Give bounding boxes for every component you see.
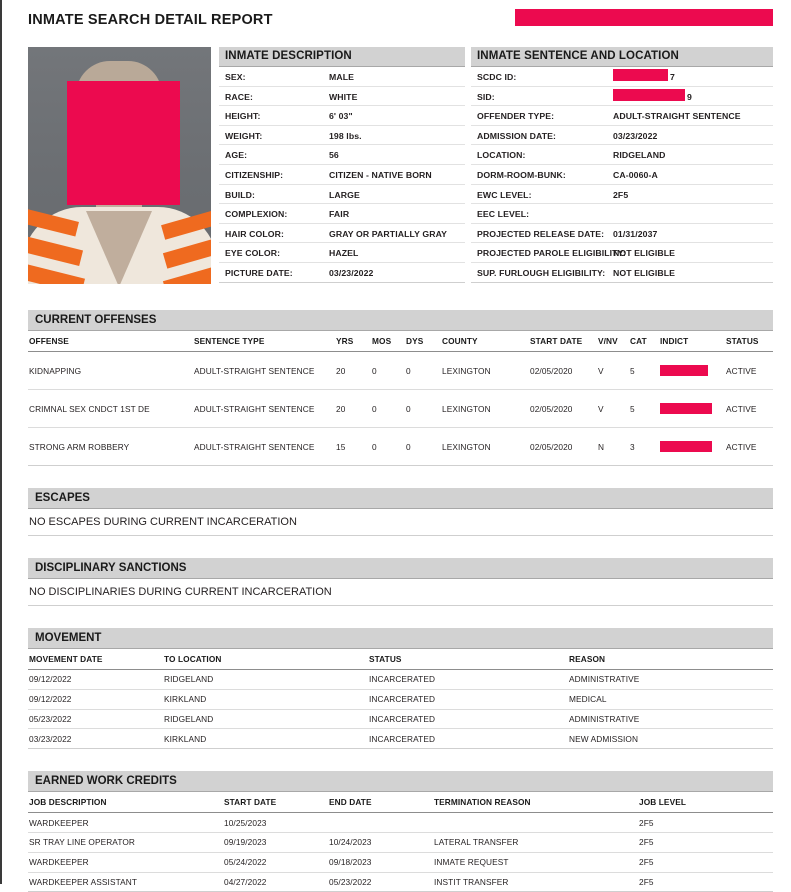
table-row xyxy=(28,390,773,428)
cell-termination-reason xyxy=(434,813,639,833)
movement-table xyxy=(28,649,773,749)
value: 198 lbs. xyxy=(329,130,362,141)
cell-movement-date: 09/12/2022 xyxy=(28,670,164,690)
cell-start-date: 05/24/2022 xyxy=(224,852,329,872)
sentence-row-sid xyxy=(471,87,773,107)
cell-county: LEXINGTON xyxy=(442,390,530,428)
table-row xyxy=(28,813,773,833)
col-job-description: JOB DESCRIPTION xyxy=(28,792,224,813)
cell-termination-reason: LATERAL TRANSFER xyxy=(434,832,639,852)
cell-status: INCARCERATED xyxy=(369,689,569,709)
sentence-row-sup-furlough-eligibility xyxy=(471,263,773,283)
cell-to-location: KIRKLAND xyxy=(164,729,369,749)
spacer xyxy=(28,749,773,771)
cell-mos: 0 xyxy=(372,352,406,390)
col-sentence-type: SENTENCE TYPE xyxy=(194,331,336,352)
value: GRAY OR PARTIALLY GRAY xyxy=(329,228,448,239)
cell-start-date: 02/05/2020 xyxy=(530,428,598,466)
value: 56 xyxy=(329,150,339,161)
label: LOCATION: xyxy=(477,150,526,161)
label: BUILD: xyxy=(225,189,256,200)
label: EWC LEVEL: xyxy=(477,189,532,200)
cell-county: LEXINGTON xyxy=(442,428,530,466)
cell-status: INCARCERATED xyxy=(369,729,569,749)
label: WEIGHT: xyxy=(225,130,263,141)
sentence-row-eec-level xyxy=(471,204,773,224)
cell-v-nv: V xyxy=(598,390,630,428)
col-mos: MOS xyxy=(372,331,406,352)
cell-v-nv: V xyxy=(598,352,630,390)
redaction-bar-inmate-name xyxy=(515,9,773,26)
table-row xyxy=(28,852,773,872)
cell-yrs: 20 xyxy=(336,352,372,390)
cell-termination-reason: INSTIT TRANSFER xyxy=(434,872,639,892)
cell-yrs: 20 xyxy=(336,390,372,428)
cell-status: INCARCERATED xyxy=(369,709,569,729)
cell-cat: 3 xyxy=(630,428,660,466)
inmate-name-block xyxy=(515,9,773,29)
cell-job-level: 2F5 xyxy=(639,872,773,892)
earned-work-credits-heading: EARNED WORK CREDITS xyxy=(28,771,773,792)
sentence-row-projected-release-date xyxy=(471,224,773,244)
cell-job-description: WARDKEEPER ASSISTANT xyxy=(28,872,224,892)
redaction-bar-indict xyxy=(660,403,712,414)
sentence-row-dorm-room-bunk xyxy=(471,165,773,185)
col-county: COUNTY xyxy=(442,331,530,352)
escapes-section xyxy=(28,488,773,536)
cell-job-description: SR TRAY LINE OPERATOR xyxy=(28,832,224,852)
label: SUP. FURLOUGH ELIGIBILITY: xyxy=(477,267,606,278)
cell-sentence-type: ADULT-STRAIGHT SENTENCE xyxy=(194,390,336,428)
cell-status: INCARCERATED xyxy=(369,670,569,690)
redaction-box-face xyxy=(67,81,180,205)
report-header xyxy=(28,0,773,40)
cell-cat: 5 xyxy=(630,390,660,428)
cell-to-location: RIDGELAND xyxy=(164,709,369,729)
table-header-row xyxy=(28,649,773,670)
value: RIDGELAND xyxy=(613,150,666,161)
escapes-message: NO ESCAPES DURING CURRENT INCARCERATION xyxy=(28,509,773,536)
cell-status: ACTIVE xyxy=(726,390,773,428)
value: HAZEL xyxy=(329,248,359,259)
label: SID: xyxy=(477,91,495,102)
disciplinary-sanctions-message: NO DISCIPLINARIES DURING CURRENT INCARCERATION xyxy=(28,579,773,606)
cell-yrs: 15 xyxy=(336,428,372,466)
table-row xyxy=(28,352,773,390)
col-to-location: TO LOCATION xyxy=(164,649,369,670)
cell-dys: 0 xyxy=(406,428,442,466)
sentence-row-ewc-level xyxy=(471,185,773,205)
col-offense: OFFENSE xyxy=(28,331,194,352)
cell-dys: 0 xyxy=(406,390,442,428)
cell-offense: KIDNAPPING xyxy=(28,352,194,390)
sentence-row-projected-parole-eligibility xyxy=(471,243,773,263)
inmate-photo xyxy=(28,47,211,284)
value: 2F5 xyxy=(613,189,629,200)
cell-job-description: WARDKEEPER xyxy=(28,852,224,872)
value: CITIZEN - NATIVE BORN xyxy=(329,169,432,180)
description-row-age xyxy=(219,145,465,165)
table-header-row xyxy=(28,331,773,352)
label: PICTURE DATE: xyxy=(225,267,293,278)
label: EEC LEVEL: xyxy=(477,209,530,220)
table-row xyxy=(28,689,773,709)
report-content xyxy=(28,0,773,892)
col-yrs: YRS xyxy=(336,331,372,352)
cell-job-description: WARDKEEPER xyxy=(28,813,224,833)
col-dys: DYS xyxy=(406,331,442,352)
cell-reason: ADMINISTRATIVE xyxy=(569,709,773,729)
label: PROJECTED RELEASE DATE: xyxy=(477,228,605,239)
disciplinary-sanctions-heading: DISCIPLINARY SANCTIONS xyxy=(28,558,773,579)
inmate-sentence-heading: INMATE SENTENCE AND LOCATION xyxy=(471,47,773,67)
cell-v-nv: N xyxy=(598,428,630,466)
cell-reason: NEW ADMISSION xyxy=(569,729,773,749)
label: HAIR COLOR: xyxy=(225,228,285,239)
current-offenses-section xyxy=(28,310,773,466)
value: LARGE xyxy=(329,189,360,200)
col-end-date: END DATE xyxy=(329,792,434,813)
value: 6' 03" xyxy=(329,111,353,122)
movement-heading: MOVEMENT xyxy=(28,628,773,649)
label: EYE COLOR: xyxy=(225,248,281,259)
label: OFFENDER TYPE: xyxy=(477,111,555,122)
disciplinary-sanctions-section xyxy=(28,558,773,606)
redaction-bar-indict xyxy=(660,365,708,376)
cell-start-date: 02/05/2020 xyxy=(530,352,598,390)
description-row-sex xyxy=(219,67,465,87)
sentence-row-location xyxy=(471,145,773,165)
cell-end-date: 10/24/2023 xyxy=(329,832,434,852)
inmate-description-panel xyxy=(219,47,465,283)
label: AGE: xyxy=(225,150,248,161)
inmate-description-heading: INMATE DESCRIPTION xyxy=(219,47,465,67)
cell-dys: 0 xyxy=(406,352,442,390)
value: 01/31/2037 xyxy=(613,228,658,239)
table-header-row xyxy=(28,792,773,813)
cell-reason: MEDICAL xyxy=(569,689,773,709)
col-status: STATUS xyxy=(726,331,773,352)
description-row-complexion xyxy=(219,204,465,224)
page-title: INMATE SEARCH DETAIL REPORT xyxy=(28,12,273,28)
label: SCDC ID: xyxy=(477,72,517,82)
inmate-sentence-location-panel xyxy=(471,47,773,283)
value: 03/23/2022 xyxy=(329,267,374,278)
cell-job-level: 2F5 xyxy=(639,832,773,852)
cell-sentence-type: ADULT-STRAIGHT SENTENCE xyxy=(194,428,336,466)
table-row xyxy=(28,428,773,466)
value: NOT ELIGIBLE xyxy=(613,267,676,278)
label: SEX: xyxy=(225,72,246,82)
spacer xyxy=(28,284,773,310)
cell-job-level: 2F5 xyxy=(639,852,773,872)
cell-job-level: 2F5 xyxy=(639,813,773,833)
sentence-row-admission-date xyxy=(471,126,773,146)
col-start-date: START DATE xyxy=(224,792,329,813)
value: MALE xyxy=(329,72,355,82)
cell-movement-date: 03/23/2022 xyxy=(28,729,164,749)
description-row-citizenship xyxy=(219,165,465,185)
cell-start-date: 09/19/2023 xyxy=(224,832,329,852)
cell-to-location: RIDGELAND xyxy=(164,670,369,690)
cell-movement-date: 05/23/2022 xyxy=(28,709,164,729)
cell-start-date: 02/05/2020 xyxy=(530,390,598,428)
sentence-row-scdc-id xyxy=(471,67,773,87)
cell-end-date xyxy=(329,813,434,833)
table-row xyxy=(28,872,773,892)
current-offenses-table xyxy=(28,331,773,466)
table-row xyxy=(28,670,773,690)
cell-offense: CRIMNAL SEX CNDCT 1ST DE xyxy=(28,390,194,428)
cell-indict xyxy=(660,390,726,428)
cell-indict xyxy=(660,428,726,466)
value: FAIR xyxy=(329,209,350,220)
cell-start-date: 10/25/2023 xyxy=(224,813,329,833)
spacer xyxy=(28,466,773,488)
cell-mos: 0 xyxy=(372,390,406,428)
movement-section xyxy=(28,628,773,749)
cell-termination-reason: INMATE REQUEST xyxy=(434,852,639,872)
spacer xyxy=(28,536,773,558)
cell-sentence-type: ADULT-STRAIGHT SENTENCE xyxy=(194,352,336,390)
label: PROJECTED PAROLE ELIGIBILITY: xyxy=(477,248,626,259)
description-row-build xyxy=(219,185,465,205)
col-job-level: JOB LEVEL xyxy=(639,792,773,813)
col-start-date: START DATE xyxy=(530,331,598,352)
value: 9 xyxy=(687,91,692,102)
spacer xyxy=(28,606,773,628)
cell-end-date: 09/18/2023 xyxy=(329,852,434,872)
cell-to-location: KIRKLAND xyxy=(164,689,369,709)
col-termination-reason: TERMINATION REASON xyxy=(434,792,639,813)
value: WHITE xyxy=(329,91,358,102)
label: DORM-ROOM-BUNK: xyxy=(477,169,566,180)
label: HEIGHT: xyxy=(225,111,261,122)
table-row xyxy=(28,832,773,852)
table-row xyxy=(28,729,773,749)
top-panels xyxy=(28,47,773,284)
description-row-height xyxy=(219,106,465,126)
label: COMPLEXION: xyxy=(225,209,288,220)
label: RACE: xyxy=(225,91,254,102)
label: CITIZENSHIP: xyxy=(225,169,284,180)
cell-county: LEXINGTON xyxy=(442,352,530,390)
cell-start-date: 04/27/2022 xyxy=(224,872,329,892)
earned-work-credits-section xyxy=(28,771,773,892)
description-row-eye-color xyxy=(219,243,465,263)
escapes-heading: ESCAPES xyxy=(28,488,773,509)
col-movement-date: MOVEMENT DATE xyxy=(28,649,164,670)
cell-movement-date: 09/12/2022 xyxy=(28,689,164,709)
cell-indict xyxy=(660,352,726,390)
cell-offense: STRONG ARM ROBBERY xyxy=(28,428,194,466)
description-row-race xyxy=(219,87,465,107)
col-cat: CAT xyxy=(630,331,660,352)
value: CA-0060-A xyxy=(613,169,658,180)
value: 7 xyxy=(670,72,675,82)
cell-status: ACTIVE xyxy=(726,428,773,466)
current-offenses-heading: CURRENT OFFENSES xyxy=(28,310,773,331)
cell-reason: ADMINISTRATIVE xyxy=(569,670,773,690)
description-row-weight xyxy=(219,126,465,146)
cell-end-date: 05/23/2022 xyxy=(329,872,434,892)
cell-cat: 5 xyxy=(630,352,660,390)
col-reason: REASON xyxy=(569,649,773,670)
sentence-row-offender-type xyxy=(471,106,773,126)
label: ADMISSION DATE: xyxy=(477,130,557,141)
col-indict: INDICT xyxy=(660,331,726,352)
value: NOT ELIGIBLE xyxy=(613,248,676,259)
col-v-nv: V/NV xyxy=(598,331,630,352)
redaction-bar-scdc-id xyxy=(613,69,668,81)
description-row-hair-color xyxy=(219,224,465,244)
redaction-bar-indict xyxy=(660,441,712,452)
table-row xyxy=(28,709,773,729)
earned-work-credits-table xyxy=(28,792,773,892)
value: ADULT-STRAIGHT SENTENCE xyxy=(613,111,741,122)
col-status: STATUS xyxy=(369,649,569,670)
description-row-picture-date xyxy=(219,263,465,283)
cell-mos: 0 xyxy=(372,428,406,466)
redaction-bar-sid xyxy=(613,89,685,101)
cell-status: ACTIVE xyxy=(726,352,773,390)
value: 03/23/2022 xyxy=(613,130,658,141)
